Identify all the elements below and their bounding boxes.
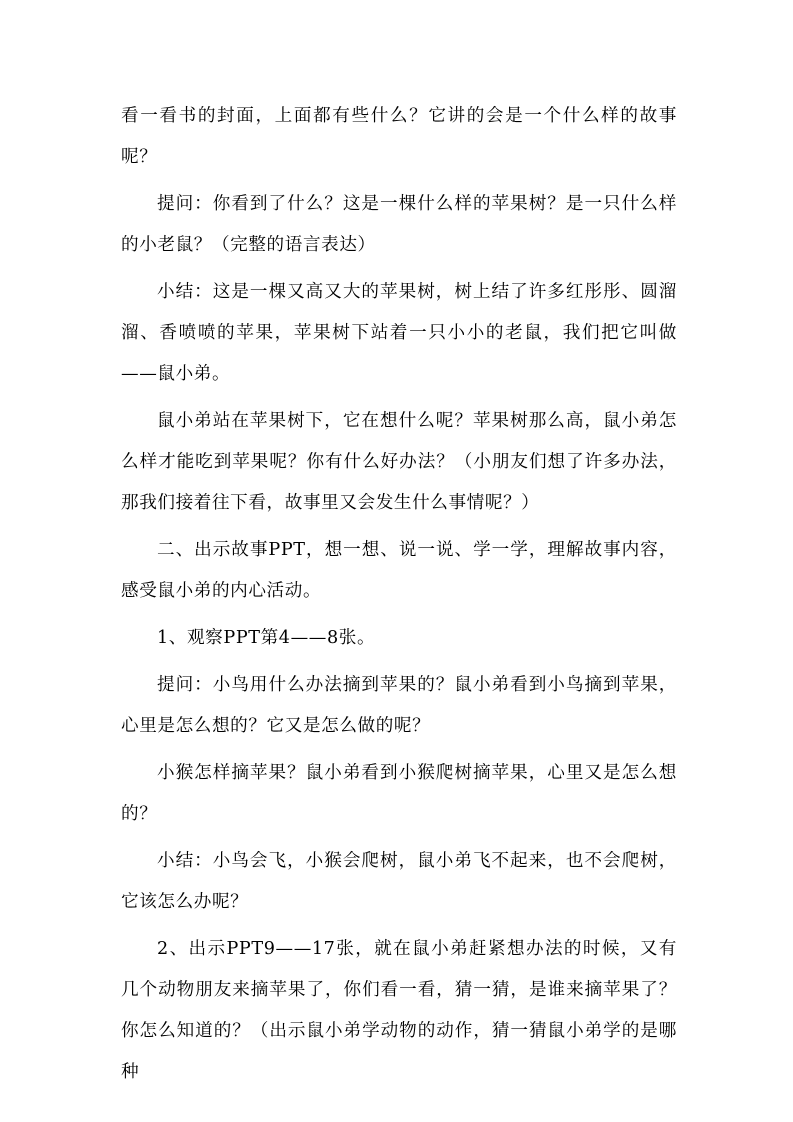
paragraph-cover-question: 看一看书的封面，上面都有些什么？它讲的会是一个什么样的故事呢？ <box>121 106 677 167</box>
paragraph-step-one: 1、观察PPT第4——8张。 <box>157 628 376 648</box>
paragraph-mouse-thinking: 鼠小弟站在苹果树下，它在想什么呢？苹果树那么高，鼠小弟怎么样才能吃到苹果呢？你有什么好办法？（小朋友们想了许多办法，那我们接着往下看，故事里又会发生什么事情呢？） <box>121 411 677 513</box>
paragraph-question-monkey: 小猴怎样摘苹果？鼠小弟看到小猴爬树摘苹果，心里又是怎么想的？ <box>121 763 677 824</box>
paragraph-question-tree-mouse: 提问：你看到了什么？这是一棵什么样的苹果树？是一只什么样的小老鼠？（完整的语言表达） <box>121 194 677 255</box>
paragraph-question-bird: 提问：小鸟用什么办法摘到苹果的？鼠小弟看到小鸟摘到苹果，心里是怎么想的？它又是怎么做的呢？ <box>121 675 677 736</box>
paragraph-summary-bird-monkey: 小结：小鸟会飞，小猴会爬树，鼠小弟飞不起来，也不会爬树，它该怎么办呢？ <box>121 851 677 912</box>
paragraph-step-two: 2、出示PPT9——17张，就在鼠小弟赶紧想办法的时候，又有几个动物朋友来摘苹果了，你们看一看，猜一猜，是谁来摘苹果了？你怎么知道的？（出示鼠小弟学动物的动作，猜一猜鼠小弟学的是哪种 <box>121 939 677 1082</box>
paragraph-summary-apple-tree: 小结：这是一棵又高又大的苹果树，树上结了许多红彤彤、圆溜溜、香喷喷的苹果，苹果树下站着一只小小的老鼠，我们把它叫做——鼠小弟。 <box>121 282 677 384</box>
document-body <box>121 96 677 1099</box>
paragraph-section-two: 二、出示故事PPT，想一想、说一说、学一学，理解故事内容，感受鼠小弟的内心活动。 <box>121 540 677 601</box>
